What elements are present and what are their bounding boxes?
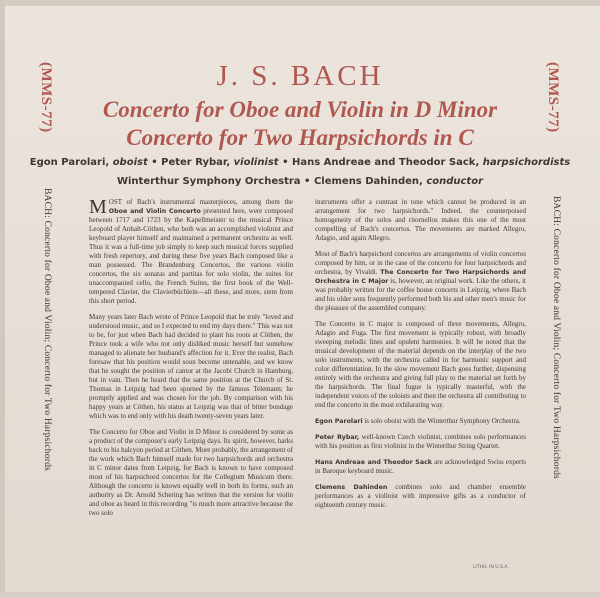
bio-rybar: Peter Rybar, well-known Czech violinist, combines solo performances with his position as first violinist in the Winterthur String Quartet. (315, 433, 526, 450)
oboist-name: Egon Parolari, (29, 157, 110, 168)
liner-paragraph: Many years later Bach wrote of Prince Leopold that he truly "loved and understood music, and so I expected to end my days there." This was not to be, for just when Bach had decided to plant his roots at Cöthen, the Prince took a wife who not only disliked music herself but somehow managed to alienate her husband's affection for it. Ever the realist, Bach foresaw that his position would soon become untenable, and we know that he sought the position of cantor at the Jacobi Church in Hamburg, but in vain. Then he heard that the same position at the Church of St. Thomas in Leipzig had been spurned by the famous Telemann; he promptly applied and was chosen for the job. By comparison with his happy years at Cöthen, his status at Leipzig was that of bitter bondage which was to end only with his death twenty-seven years later. (89, 313, 293, 420)
spine-title-right: BACH: Concerto for Oboe and Violin; Concerto for Two Harpsichords (551, 196, 561, 479)
violinist-role: violinist (233, 157, 279, 168)
title-harpsichord-concerto: Concerto for Two Harpsichords in C (126, 125, 474, 150)
orchestra-name: Winterthur Symphony Orchestra (116, 176, 301, 187)
harpsichordists-role: harpsichordists (482, 157, 571, 168)
liner-paragraph: Most of Bach's harpsichord concertos are arrangements of violin concertos composed by him, or in the case of the concerto for four harpsichords and orchestra, by Vivaldi. The Concerto for Two Harpsichords and Orchestra in C Major is, however, an original work. Like the others, it was probably written for the coffee house concerts in Leipzig, where Bach and his older sons frequently performed both his and other men's music for the pleasure of the assembled company. (315, 250, 527, 312)
sleeve-edge-top (0, 0, 600, 6)
composer-name: J. S. BACH (216, 60, 384, 92)
credit-separator: • (304, 176, 311, 187)
highlight-oboe-violin: Oboe and Violin Concerto (108, 208, 201, 215)
oboist-role: oboist (112, 157, 148, 168)
conductor-name: Clemens Dahinden, (313, 176, 423, 187)
bio-parolari: Egon Parolari is solo oboist with the Winterthur Symphony Orchestra. (315, 417, 521, 425)
catalog-number-right: (MMS-77) (545, 62, 561, 133)
catalog-number-left: (MMS-77) (38, 62, 54, 133)
sleeve-edge-bottom (0, 592, 600, 598)
highlight-harpsichord-concerto: The Concerto for Two Harpsichords and Orchestra in C Major (315, 269, 527, 285)
bio-andreae-sack: Hans Andreae and Theodor Sack are acknowledged Swiss experts in Baroque keyboard music. (315, 458, 526, 475)
drop-cap: M (89, 196, 107, 218)
credit-separator: • (282, 157, 289, 168)
harpsichordists-names: Hans Andreae and Theodor Sack, (291, 157, 480, 168)
liner-notes-right-column (315, 198, 526, 517)
conductor-role: conductor (426, 176, 484, 187)
credit-separator: • (151, 157, 158, 168)
liner-paragraph: MOST of Bach's instrumental masterpieces, among them the Oboe and Violin Concerto presented here, were composed between 1717 and 1723 by the Kapellmeister to the musical Prince Leopold of Anhalt-Cöthen, who both was an accomplished violinist and keyboard player himself and maintained a permanent orchestra as well. Thus it was a full-time job simply to keep such musical forces supplied with fresh repertory, and during these five years Bach composed like a man possessed. The Brandenburg Concertos, the various violin concertos, the six sonatas and partitas for solo violin, the suites for unaccompanied cello, the French Suites, the first book of the Well-tempered Clavier, the Clavierbüchlein—all these, and more, stem from this short period. (89, 196, 293, 305)
liner-paragraph: The Concerto for Oboe and Violin in D Minor is considered by some as a product of the composer's early Leipzig days. Its spirit, however, harks back to his halcyon period at Cöthen. More probably, the arrangement of the work which Bach himself made for two harpsichords and orchestra in C minor dates from Leipzig, for Bach is known to have composed most of his harpsichord concertos for the Collegium Musicum there. Although the concerto is known equally well in both its forms, such an authority as Dr. Arnold Schering has written that the version for violin and oboe as heard in this recording "is much more attractive because the two solo (89, 428, 293, 517)
liner-notes-left-column (89, 198, 293, 525)
spine-title-left: BACH: Concerto for Oboe and Violin; Concerto for Two Harpsichords (42, 188, 52, 471)
orchestra-credit (0, 176, 600, 187)
litho-imprint: LITHO. IN U.S.A. (473, 565, 509, 570)
bio-dahinden: Clemens Dahinden combines solo and chamber ensemble performances as a violinist with impressive gifts as a conductor of eighteenth century music. (315, 483, 526, 509)
soloists-credit (0, 157, 600, 168)
title-oboe-violin-concerto: Concerto for Oboe and Violin in D Minor (102, 97, 498, 122)
violinist-name: Peter Rybar, (161, 157, 231, 168)
liner-paragraph: instruments offer a contrast in tone which cannot be produced in an arrangement for two harpsichords." Indeed, the counterpoised homogeneity of the solos and ritornellos makes this one of the most compelling of Bach's concertos. The movements are marked Allegro, Adagio, and again Allegro. (315, 198, 526, 242)
liner-paragraph: The Concerto in C major is composed of three movements, Allegro, Adagio and Fuga. The first movement is typically robust, with broadly sweeping melodic lines and opulent harmonies. It will be noted that the musical development of the material depends on the interplay of the two solo instruments, with the orchestra called in for harmonic support and color differentiation. In the slow movement Bach goes further, dispensing entirely with the orchestra and giving full play to the material set forth by the harpsichords. The final fugue is typically masterful, with the independent voices of the soloists and then the orchestra all contributing to end the concerto in the most exhilarating way. (315, 320, 526, 409)
